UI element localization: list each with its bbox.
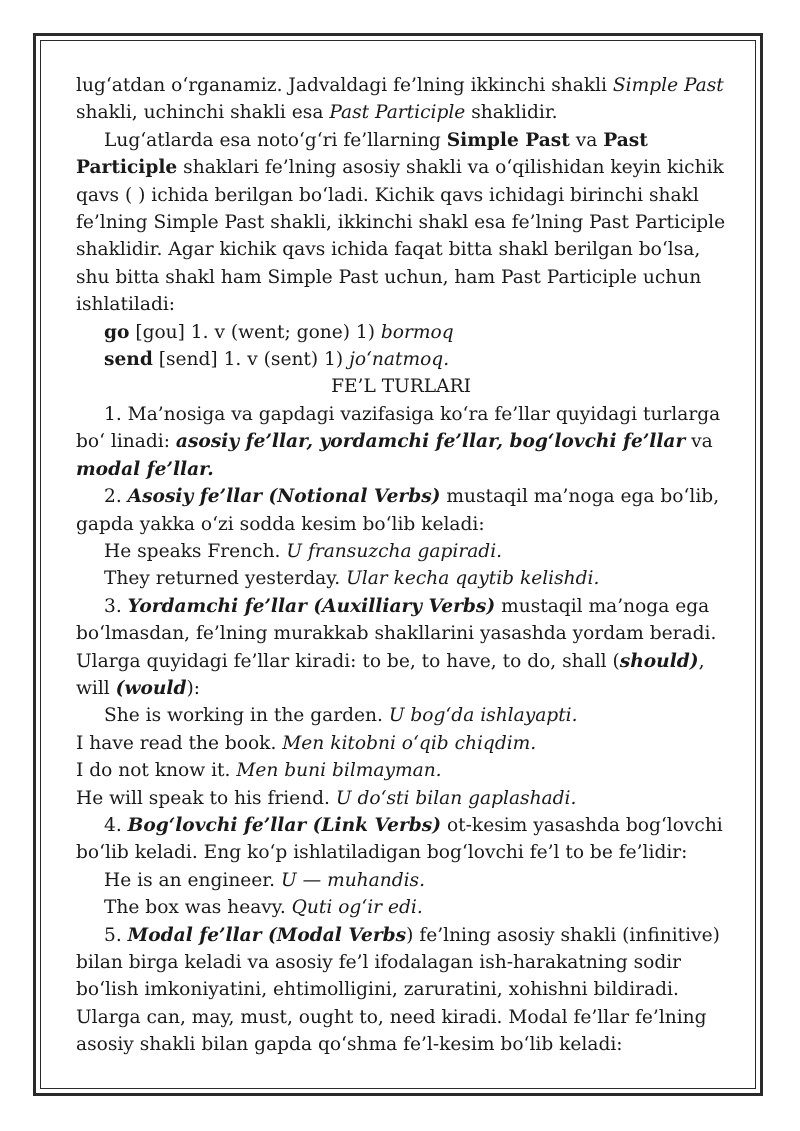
link-verbs-term: Bog‘lovchi fe’llar (Link Verbs) <box>127 814 442 836</box>
entry-details: [send] 1. v (sent) 1) <box>152 349 350 371</box>
modal-verbs-term: modal fe’llar. <box>76 458 214 480</box>
example-translation: Quti og‘ir edi. <box>291 897 423 919</box>
text-run: Lug‘atlarda esa noto‘g‘ri fe’llarning <box>104 129 447 151</box>
text-run: shaklidir. <box>465 102 558 124</box>
dictionary-entry-go <box>76 319 726 346</box>
text-run: , will <box>76 650 705 699</box>
text-run: mustaqil ma’noga ega bo‘lmasdan, fe’lning murakkab shakllarini yasashda yordam beradi. Ularga quyidagi fe’llar kiradi: to be, to have, to do, shall ( <box>76 595 717 672</box>
notional-verbs-term: Asosiy fe’llar (Notional Verbs) <box>127 486 441 508</box>
dictionary-entry-send <box>76 346 726 373</box>
example-english: He will speak to his friend. <box>76 787 336 809</box>
example-english: He speaks French. <box>104 540 287 562</box>
example-english: They returned yesterday. <box>104 568 347 590</box>
term-simple-past: Simple Past <box>612 75 724 96</box>
example-sentence <box>76 867 726 894</box>
text-run: va <box>569 129 604 151</box>
example-translation: U fransuzcha gapiradi. <box>286 540 503 562</box>
section-heading: FE’L TURLARI <box>331 376 471 398</box>
entry-details: [gou] 1. v (went; gone) 1) <box>129 321 381 343</box>
text-run: 2. <box>104 486 128 508</box>
example-english: I have read the book. <box>76 732 283 754</box>
example-english: She is working in the garden. <box>104 705 389 727</box>
headword: go <box>104 321 130 343</box>
paragraph-modal-verbs <box>76 922 726 1059</box>
text-run: 4. <box>104 814 128 836</box>
example-translation: U — muhandis. <box>280 869 426 891</box>
example-translation: Men buni bilmayman. <box>236 760 442 782</box>
page-content <box>76 72 726 1059</box>
should-term: should) <box>619 650 699 672</box>
text-run: shaklari fe’lning asosiy shakli va o‘qilishidan keyin kichik qavs ( ) ichida berilgan bo‘ladi. Kichik qavs ichidagi birinchi shakl fe’lning Simple Past shakli, ikkinchi shakl esa fe’lning Past Participle shaklidir. Agar kichik qavs ichida faqat bitta shakl berilgan bo‘lsa, shu bitta shakl ham Simple Past uchun, ham Past Participle uchun ishlatiladi: <box>76 157 726 316</box>
example-sentence <box>76 538 726 565</box>
example-english: The box was heavy. <box>104 897 292 919</box>
paragraph-dictionary-forms <box>76 127 726 319</box>
paragraph-verb-types <box>76 401 726 483</box>
text-run: ot-kesim yasashda bog‘lovchi bo‘lib keladi. Eng ko‘p ishlatiladigan bog‘lovchi fe’l to be fe’lidir: <box>76 814 723 864</box>
example-english: He is an engineer. <box>104 869 281 891</box>
example-english: I do not know it. <box>76 760 237 782</box>
example-sentence <box>76 894 726 921</box>
modal-verbs-heading-term: Modal fe’llar (Modal Verbs <box>127 924 407 946</box>
headword: send <box>104 349 153 371</box>
paragraph-intro-continuation <box>76 72 726 127</box>
term-simple-past-bold: Simple Past <box>446 129 570 151</box>
text-run: 3. <box>104 595 128 617</box>
term-past-participle: Past Participle <box>329 102 466 124</box>
verb-types-list: asosiy fe’llar, yordamchi fe’llar, bog‘lovchi fe’llar <box>175 431 686 453</box>
auxiliary-verbs-term: Yordamchi fe’llar (Auxilliary Verbs) <box>127 595 496 617</box>
text-run: 1. Ma’nosiga va gapdagi vazifasiga ko‘ra fe’llar quyidagi turlarga bo‘ linadi: <box>76 403 721 453</box>
example-sentence <box>76 565 726 592</box>
example-translation: Ular kecha qaytib kelishdi. <box>346 568 600 590</box>
translation: bormoq <box>380 321 454 343</box>
example-translation: Men kitobni o‘qib chiqdim. <box>282 732 537 754</box>
term-past-participle-bold: Past Participle <box>76 129 648 179</box>
text-run: mustaqil ma’noga ega bo‘lib, gapda yakka o‘zi sodda kesim bo‘lib keladi: <box>76 486 720 535</box>
text-run: shakli, uchinchi shakli esa <box>76 102 330 124</box>
example-sentence <box>76 785 726 812</box>
paragraph-auxiliary-verbs <box>76 593 726 703</box>
example-translation: U bog‘da ishlayapti. <box>388 705 578 727</box>
example-translation: U do‘sti bilan gaplashadi. <box>335 787 577 809</box>
would-term: (would <box>115 677 187 699</box>
paragraph-notional-verbs <box>76 483 726 538</box>
example-sentence <box>76 730 726 757</box>
text-run: ): <box>186 677 200 699</box>
translation: jo‘natmoq. <box>349 349 450 371</box>
example-sentence <box>76 702 726 729</box>
text-run: va <box>685 431 713 453</box>
text-run: lug‘atdan o‘rganamiz. Jadvaldagi fe’lning ikkinchi shakli <box>76 75 613 96</box>
text-run: 5. <box>104 924 128 946</box>
paragraph-link-verbs <box>76 812 726 867</box>
text-run: ) fe’lning asosiy shakli (infinitive) bilan birga keladi va asosiy fe’l ifodalagan ish-harakatning sodir bo‘lish imkoniyatini, ehtimolligini, zaruratini, xohishni bildiradi. Ularga can, may, must, ought to, need kiradi. Modal fe’llar fe’lning asosiy shakli bilan gapda qo‘shma fe’l-kesim bo‘lib keladi: <box>76 924 720 1056</box>
example-sentence <box>76 757 726 784</box>
